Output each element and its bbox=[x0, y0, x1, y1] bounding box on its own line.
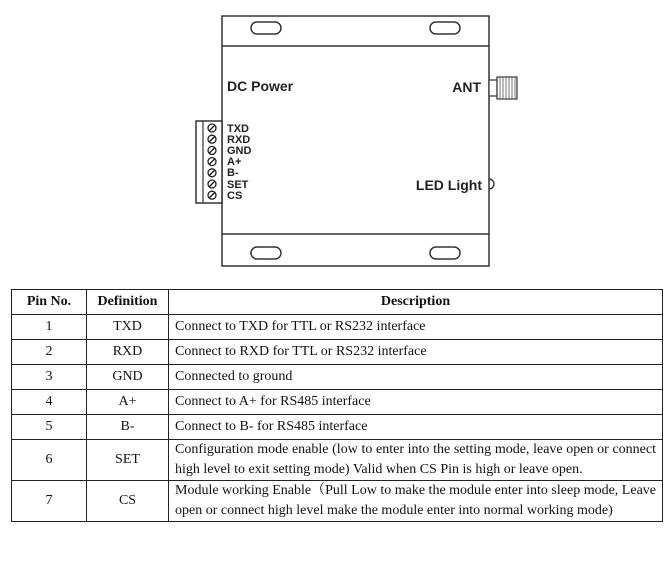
definition-cell: RXD bbox=[87, 340, 169, 365]
terminal-screw-icon bbox=[208, 124, 216, 132]
terminal-block bbox=[196, 121, 222, 203]
definition-cell: GND bbox=[87, 365, 169, 390]
pin-label-gnd: GND bbox=[227, 145, 252, 157]
pin-label-txd: TXD bbox=[227, 123, 249, 135]
terminal-screw-icon bbox=[208, 135, 216, 143]
description-cell: Connect to B- for RS485 interface bbox=[169, 415, 663, 440]
description-cell: Configuration mode enable (low to enter into the setting mode, leave open or connect high level to exit setting mode) Valid when CS Pin is high or leave open. bbox=[169, 440, 663, 481]
pin-no-cell: 7 bbox=[12, 481, 87, 522]
table-row bbox=[12, 481, 663, 522]
pin-definition-table bbox=[11, 289, 663, 522]
table-header-row bbox=[12, 290, 663, 315]
header-description: Description bbox=[169, 290, 663, 315]
table-row bbox=[12, 365, 663, 390]
antenna-connector bbox=[489, 77, 517, 99]
mounting-slot-top-left bbox=[251, 22, 281, 34]
dc-power-label: DC Power bbox=[227, 78, 294, 94]
ant-label: ANT bbox=[452, 79, 481, 95]
description-cell: Connect to TXD for TTL or RS232 interface bbox=[169, 315, 663, 340]
header-pin-no: Pin No. bbox=[12, 290, 87, 315]
device-case bbox=[222, 16, 489, 266]
description-cell: Module working Enable（Pull Low to make the module enter into sleep mode, Leave open or connect high level make the module enter into normal working mode) bbox=[169, 481, 663, 522]
definition-cell: CS bbox=[87, 481, 169, 522]
terminal-screw-icon bbox=[208, 158, 216, 166]
definition-cell: A+ bbox=[87, 390, 169, 415]
definition-cell: B- bbox=[87, 415, 169, 440]
mounting-slot-top-right bbox=[430, 22, 460, 34]
pin-label-rxd: RXD bbox=[227, 134, 251, 146]
table-row bbox=[12, 340, 663, 365]
device-diagram bbox=[0, 0, 670, 280]
pin-label-set: SET bbox=[227, 179, 249, 191]
description-cell: Connect to A+ for RS485 interface bbox=[169, 390, 663, 415]
pin-no-cell: 5 bbox=[12, 415, 87, 440]
pin-label-cs: CS bbox=[227, 190, 243, 202]
table-row bbox=[12, 415, 663, 440]
pin-label-a-plus: A+ bbox=[227, 156, 242, 168]
table-row bbox=[12, 390, 663, 415]
pin-label-b-minus: B- bbox=[227, 167, 239, 179]
definition-cell: TXD bbox=[87, 315, 169, 340]
mounting-slot-bottom-left bbox=[251, 247, 281, 259]
definition-cell: SET bbox=[87, 440, 169, 481]
table-row bbox=[12, 440, 663, 481]
header-definition: Definition bbox=[87, 290, 169, 315]
terminal-screw-icon bbox=[208, 191, 216, 199]
mounting-slot-bottom-right bbox=[430, 247, 460, 259]
pin-no-cell: 1 bbox=[12, 315, 87, 340]
terminal-screw-icon bbox=[208, 180, 216, 188]
led-light-label: LED Light bbox=[415, 177, 482, 193]
description-cell: Connected to ground bbox=[169, 365, 663, 390]
pin-no-cell: 2 bbox=[12, 340, 87, 365]
terminal-screw-icon bbox=[208, 146, 216, 154]
table-row bbox=[12, 315, 663, 340]
pin-no-cell: 3 bbox=[12, 365, 87, 390]
pin-no-cell: 6 bbox=[12, 440, 87, 481]
pin-no-cell: 4 bbox=[12, 390, 87, 415]
terminal-screw-icon bbox=[208, 169, 216, 177]
description-cell: Connect to RXD for TTL or RS232 interface bbox=[169, 340, 663, 365]
